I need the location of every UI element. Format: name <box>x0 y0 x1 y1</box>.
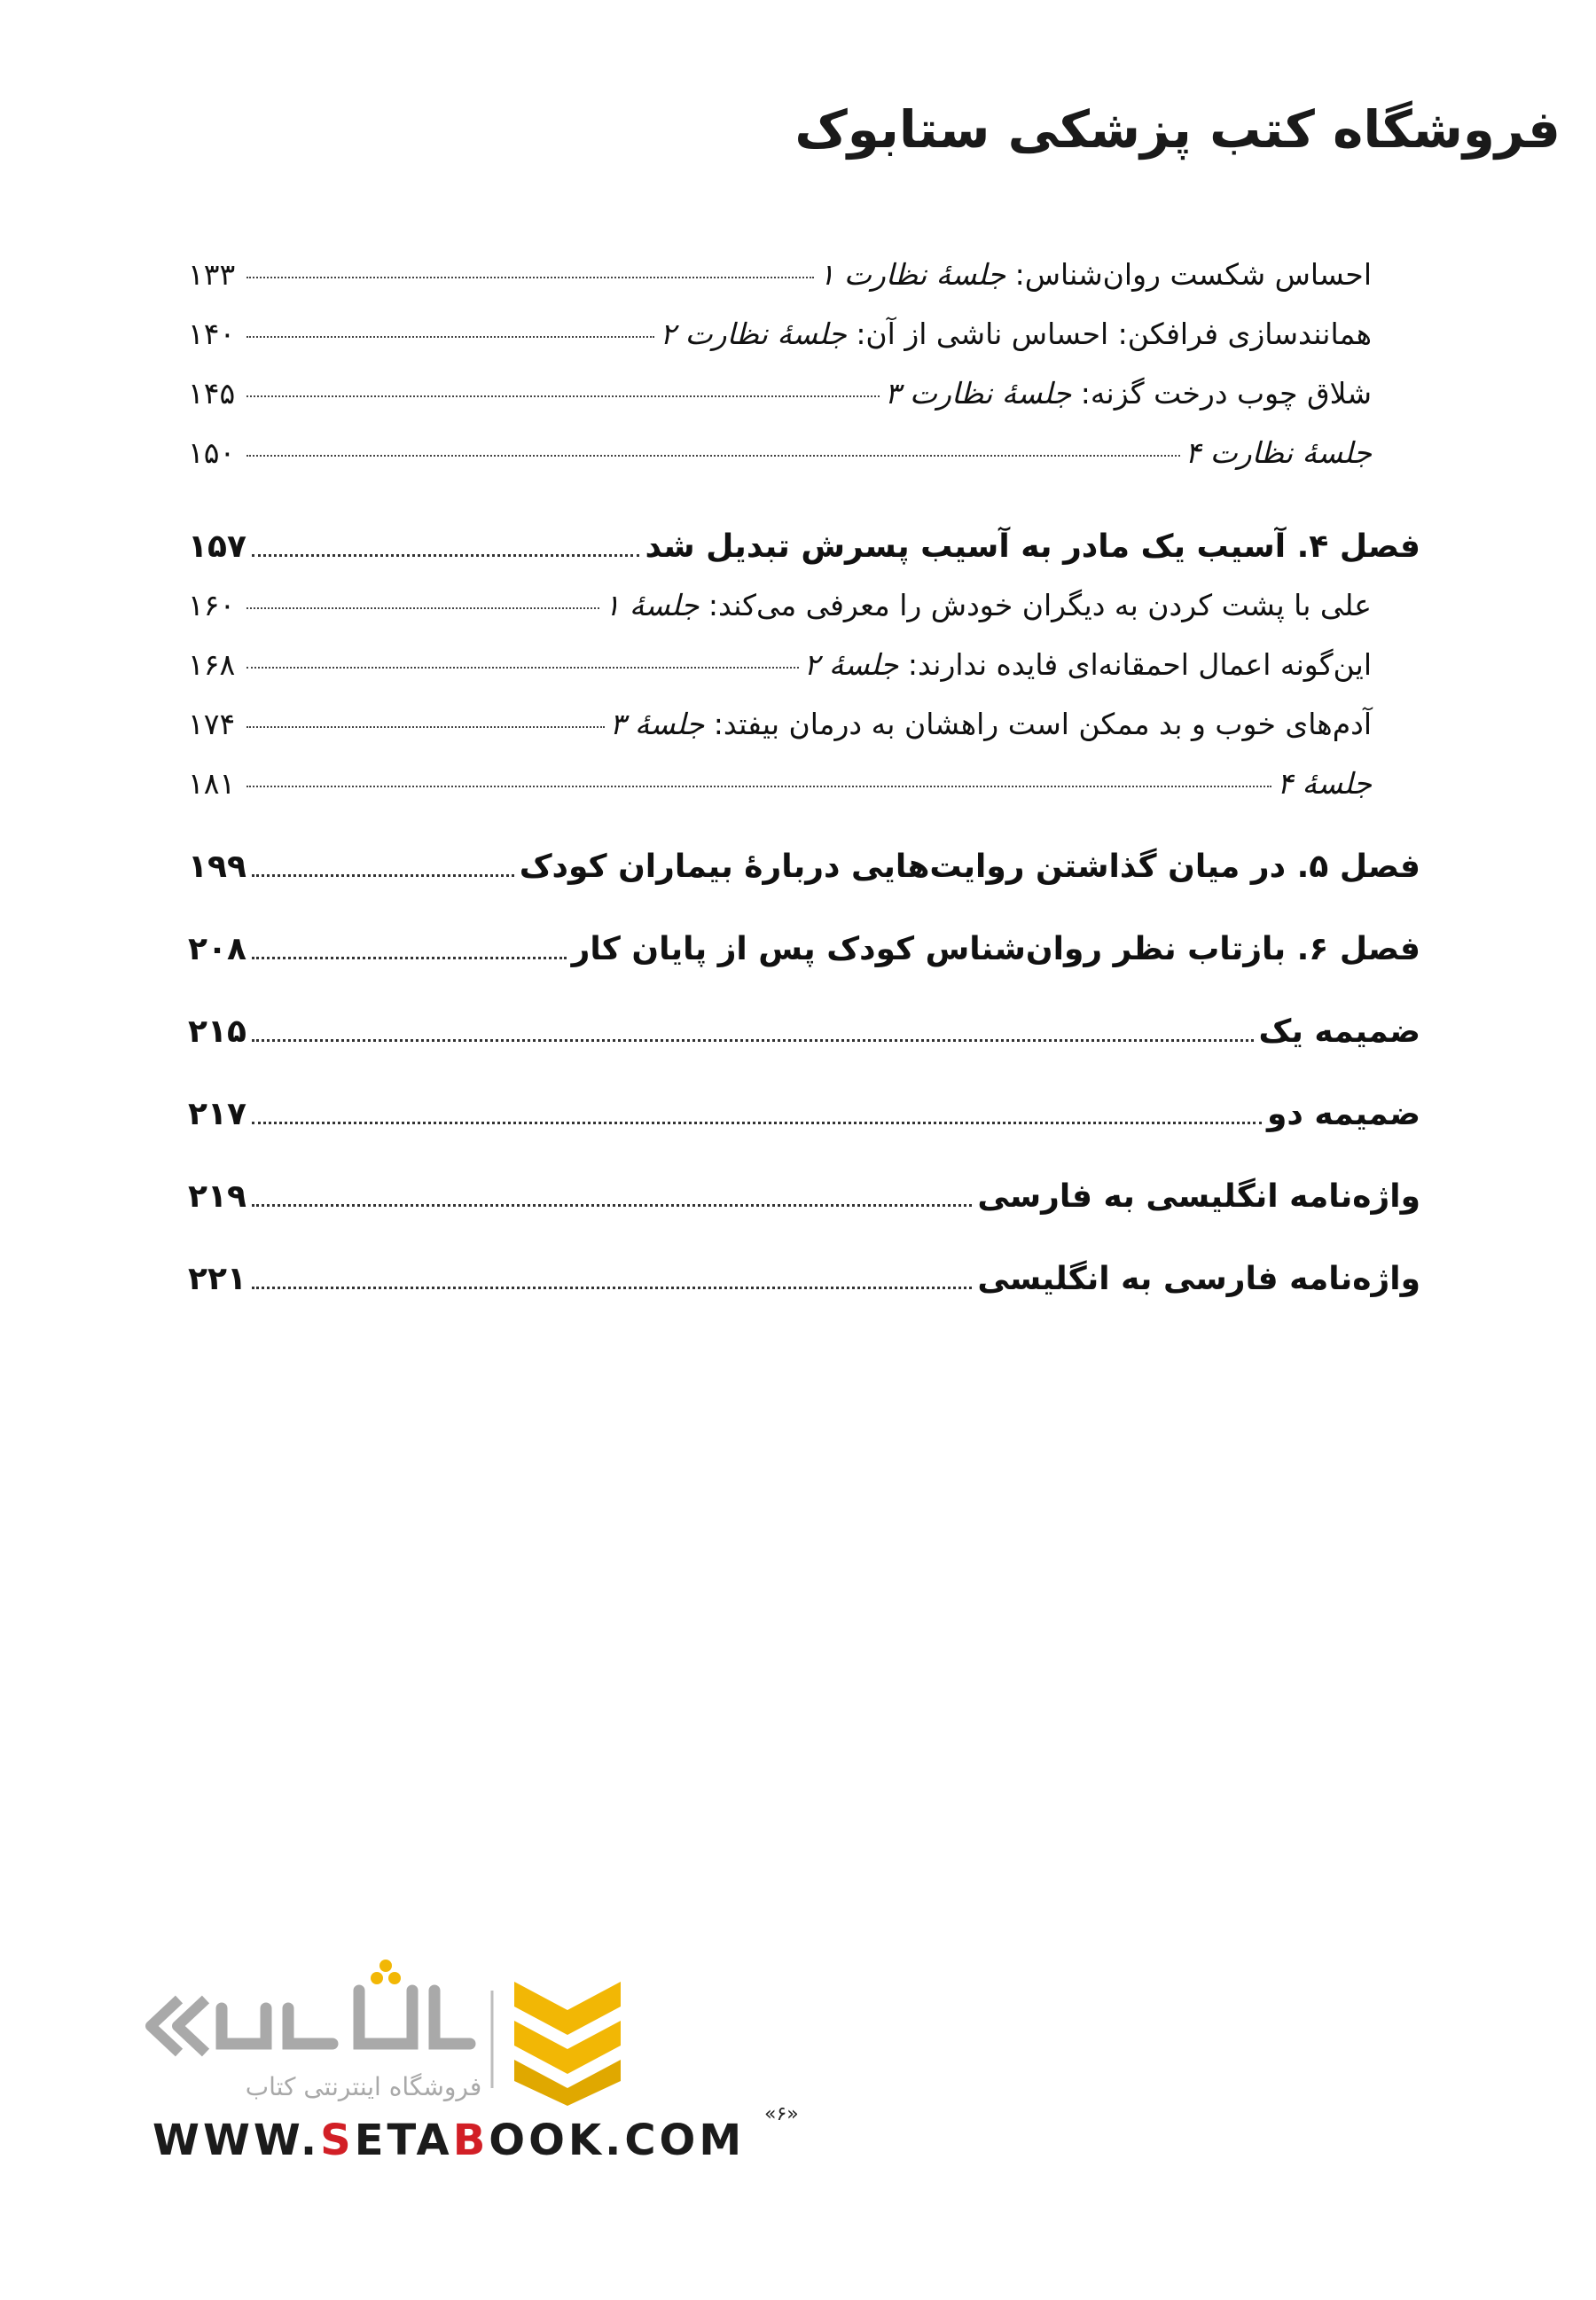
toc-title-text: واژه‌نامه فارسی به انگلیسی <box>977 1261 1420 1297</box>
toc-entry-title <box>660 317 1372 351</box>
book-chevron-icon <box>514 1982 621 2106</box>
toc-entry-row[interactable] <box>188 766 1420 825</box>
toc-session-label: جلسهٔ ۲ <box>803 647 899 682</box>
toc-title-text: ضمیمه یک <box>1258 1013 1420 1050</box>
url-mid: ETA <box>354 2116 453 2165</box>
toc-leader-dots <box>252 1287 972 1289</box>
toc-entry-title <box>645 528 1420 565</box>
toc-page-number: ۲۱۵ <box>188 1013 246 1050</box>
toc-leader-dots <box>252 554 640 557</box>
toc-entry-title <box>610 707 1372 741</box>
toc-page-number: ۱۶۰ <box>188 588 236 622</box>
toc-page-number: ۱۸۱ <box>188 766 236 801</box>
toc-leader-dots <box>246 607 599 609</box>
toc-entry-row[interactable] <box>188 317 1420 376</box>
toc-page-number: ۲۲۱ <box>188 1261 246 1297</box>
toc-title-text: همانندسازی فرافکن: احساس ناشی از آن: <box>846 317 1372 351</box>
toc-session-label: جلسهٔ نظارت ۱ <box>818 257 1006 292</box>
toc-page-number: ۱۳۳ <box>188 257 236 292</box>
toc-leader-dots <box>252 1204 972 1207</box>
toc-title-text: ضمیمه دو <box>1267 1096 1420 1132</box>
page-number: «۶» <box>764 2103 799 2125</box>
toc-entry-row[interactable] <box>188 588 1420 647</box>
toc-session-label: جلسهٔ ۱ <box>604 588 700 622</box>
toc-leader-dots <box>252 1122 1262 1124</box>
toc-entry-title <box>977 1261 1420 1297</box>
toc-entry-title <box>520 849 1420 885</box>
toc-session-label: جلسهٔ ۴ <box>1277 766 1372 801</box>
toc-chapter-row[interactable] <box>188 1238 1420 1320</box>
toc-leader-dots <box>246 395 880 397</box>
toc-title-text: این‌گونه اعمال احمقانه‌ای فایده ندارند: <box>898 647 1372 682</box>
toc-entry-row[interactable] <box>188 376 1420 435</box>
toc-session-label: جلسهٔ ۳ <box>609 707 705 741</box>
toc-page-number: ۱۵۰ <box>188 435 236 470</box>
toc-page-number: ۲۱۷ <box>188 1096 246 1132</box>
wordmark-dots <box>371 1960 401 1984</box>
toc-entry-title <box>1185 435 1372 470</box>
toc-title-text: فصل ۴. آسیب یک مادر به آسیب پسرش تبدیل شد <box>645 528 1420 565</box>
toc-entry-row[interactable] <box>188 257 1420 317</box>
toc-leader-dots <box>252 957 567 959</box>
toc-title-text: فصل ۵. در میان گذاشتن روایت‌هایی دربارهٔ بیماران کودک <box>519 849 1420 885</box>
url-b: B <box>452 2116 489 2165</box>
toc-entry-title <box>819 257 1372 292</box>
toc-title-text: آدم‌های خوب و بد ممکن است راهشان به درمان بیفتد: <box>704 707 1372 741</box>
toc-session-label: جلسهٔ نظارت ۴ <box>1185 435 1372 470</box>
toc-entry-row[interactable] <box>188 707 1420 766</box>
wordmark-glyphs <box>222 1991 470 2044</box>
toc-page-number: ۲۰۸ <box>188 931 246 967</box>
toc-chapter-row[interactable] <box>188 825 1420 908</box>
toc-page-number: ۱۹۹ <box>188 849 246 885</box>
toc-leader-dots <box>246 786 1271 787</box>
toc-leader-dots <box>252 1039 1254 1042</box>
toc-title-text: علی با پشت کردن به دیگران خودش را معرفی می‌کند: <box>699 588 1372 622</box>
toc-title-text: واژه‌نامه انگلیسی به فارسی <box>977 1178 1420 1215</box>
toc-entry-title <box>1267 1096 1420 1132</box>
toc-page-number: ۱۵۷ <box>188 528 246 565</box>
toc-entry-title <box>804 647 1372 682</box>
toc-leader-dots <box>246 336 654 338</box>
logo-tagline: فروشگاه اینترنتی کتاب <box>245 2072 482 2101</box>
toc-chapter-row[interactable] <box>188 505 1420 588</box>
toc-chapter-row[interactable] <box>188 1073 1420 1155</box>
toc-title-text: احساس شکست روان‌شناس: <box>1005 257 1372 292</box>
toc-session-label: جلسهٔ نظارت ۳ <box>884 376 1072 411</box>
toc-session-label: جلسهٔ نظارت ۲ <box>660 317 847 351</box>
toc-entry-title <box>572 931 1420 967</box>
toc-entry-title <box>885 376 1372 411</box>
toc-leader-dots <box>246 277 814 278</box>
toc-leader-dots <box>246 726 605 728</box>
table-of-contents <box>188 257 1420 1320</box>
page-header-title: فروشگاه کتب پزشکی ستابوک <box>794 99 1561 160</box>
toc-page-number: ۱۴۰ <box>188 317 236 351</box>
url-s: S <box>320 2116 355 2165</box>
toc-title-text: فصل ۶. بازتاب نظر روان‌شناس کودک پس از پایان کار <box>571 931 1420 967</box>
setabook-logo-graphic <box>124 1955 683 2106</box>
toc-entry-title <box>605 588 1372 622</box>
toc-entry-title <box>977 1178 1420 1215</box>
toc-page-number: ۱۶۸ <box>188 647 236 682</box>
toc-entry-title <box>1259 1013 1421 1050</box>
toc-entry-title <box>1277 766 1372 801</box>
toc-leader-dots <box>252 874 514 877</box>
toc-page-number: ۲۱۹ <box>188 1178 246 1215</box>
toc-leader-dots <box>246 455 1180 457</box>
toc-chapter-row[interactable] <box>188 990 1420 1073</box>
toc-chapter-row[interactable] <box>188 1155 1420 1238</box>
url-prefix: WWW. <box>153 2116 321 2165</box>
toc-page-number: ۱۷۴ <box>188 707 236 741</box>
toc-page-number: ۱۴۵ <box>188 376 236 411</box>
toc-title-text: شلاق چوب درخت گزنه: <box>1071 376 1372 411</box>
toc-chapter-row[interactable] <box>188 908 1420 990</box>
toc-entry-row[interactable] <box>188 647 1420 707</box>
url-suffix: OOK.COM <box>489 2116 746 2165</box>
website-url[interactable] <box>153 2116 745 2165</box>
arrow-chevrons-icon <box>151 1999 206 2053</box>
toc-leader-dots <box>246 667 799 669</box>
toc-entry-row[interactable] <box>188 435 1420 495</box>
